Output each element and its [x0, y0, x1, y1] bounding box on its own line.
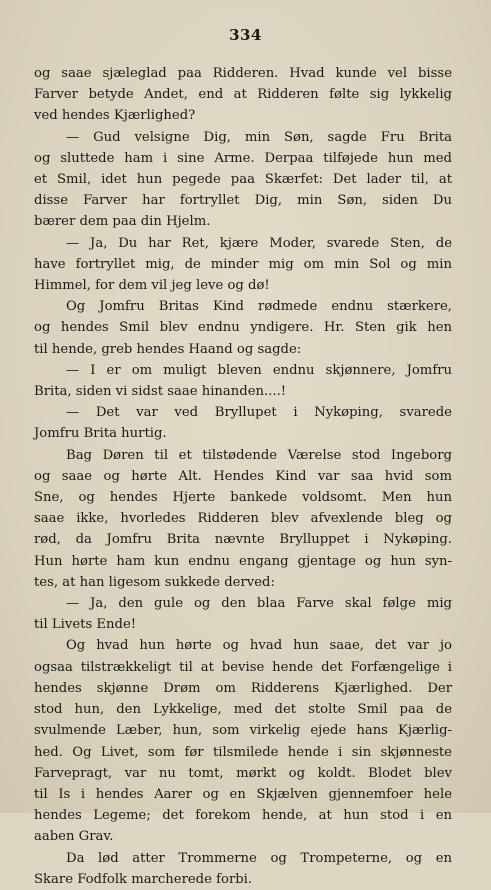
text-line: til Is i hendes Aarer og en Skjælven gjennemfoer hele — [34, 786, 452, 802]
text-line: svulmende Læber, hun, som virkelig ejede hans Kjærlig- — [34, 723, 452, 739]
text-line: ogsaa tilstrækkeligt til at bevise hende det Forfængelige i — [34, 659, 452, 675]
text-line: Og Jomfru Britas Kind rødmede endnu stærkere, — [66, 299, 452, 315]
text-line: Jomfru Brita hurtig. — [34, 426, 167, 442]
text-line: tes, at han ligesom sukkede derved: — [34, 574, 275, 590]
text-line: Da lød atter Trommerne og Trompeterne, og en — [66, 850, 452, 866]
text-line: — Ja, Du har Ret, kjære Moder, svarede Sten, de — [66, 235, 452, 251]
text-line: Sne, og hendes Hjerte bankede voldsomt. Men hun — [34, 490, 452, 506]
text-line: bærer dem paa din Hjelm. — [34, 214, 211, 230]
text-line: Og hvad hun hørte og hvad hun saae, det var jo — [66, 638, 452, 654]
text-line: — Ja, den gule og den blaa Farve skal følge mig — [66, 596, 452, 612]
text-line: aaben Grav. — [34, 829, 114, 845]
text-line: hed. Og Livet, som før tilsmilede hende i sin skjønneste — [34, 744, 452, 760]
text-line: og saae og hørte Alt. Hendes Kind var saa hvid som — [34, 468, 452, 484]
text-line: — Det var ved Bryllupet i Nykøping, svarede — [66, 405, 452, 421]
text-line: hendes Legeme; det forekom hende, at hun stod i en — [34, 808, 452, 824]
text-line: stod hun, den Lykkelige, med det stolte Smil paa de — [34, 702, 452, 718]
text-line: hendes skjønne Drøm om Ridderens Kjærlighed. Der — [34, 680, 452, 696]
text-line: Skare Fodfolk marcherede forbi. — [34, 871, 253, 887]
text-line: — I er om muligt bleven endnu skjønnere, Jomfru — [66, 362, 452, 378]
text-line: disse Farver har fortryllet Dig, min Søn, siden Du — [34, 193, 452, 209]
text-line: rød, da Jomfru Brita nævnte Brylluppet i Nykøping. — [34, 532, 452, 548]
text-line: saae ikke, hvorledes Ridderen blev afvexlende bleg og — [34, 511, 452, 527]
text-line: til hende, greb hendes Haand og sagde: — [34, 341, 302, 357]
text-line: have fortryllet mig, de minder mig om min Sol og min — [34, 256, 452, 272]
text-line: ved hendes Kjærlighed? — [34, 108, 196, 124]
text-line: og saae sjæleglad paa Ridderen. Hvad kunde vel bisse — [34, 66, 452, 81]
text-line: Farver betyde Andet, end at Ridderen følte sig lykkelig — [34, 87, 452, 103]
text-line: Bag Døren til et tilstødende Værelse stod Ingeborg — [66, 447, 452, 463]
text-line: til Livets Ende! — [34, 617, 137, 633]
text-line: — Gud velsigne Dig, min Søn, sagde Fru Brita — [66, 129, 452, 145]
text-line: Farvepragt, var nu tomt, mørkt og koldt. Blodet blev — [34, 765, 452, 781]
text-line: Brita, siden vi sidst saae hinanden....! — [34, 384, 287, 400]
text-line: og sluttede ham i sine Arme. Derpaa tilføjede hun med — [34, 150, 452, 166]
page-number: 334 — [229, 26, 262, 44]
text-line: et Smil, idet hun pegede paa Skærfet: Det lader til, at — [34, 172, 452, 188]
text-line: Himmel, for dem vil jeg leve og dø! — [34, 278, 270, 294]
page-text — [34, 63, 452, 890]
text-line: og hendes Smil blev endnu yndigere. Hr. Sten gik hen — [34, 320, 452, 336]
text-line: Hun hørte ham kun endnu engang gjentage og hun syn- — [34, 553, 452, 569]
